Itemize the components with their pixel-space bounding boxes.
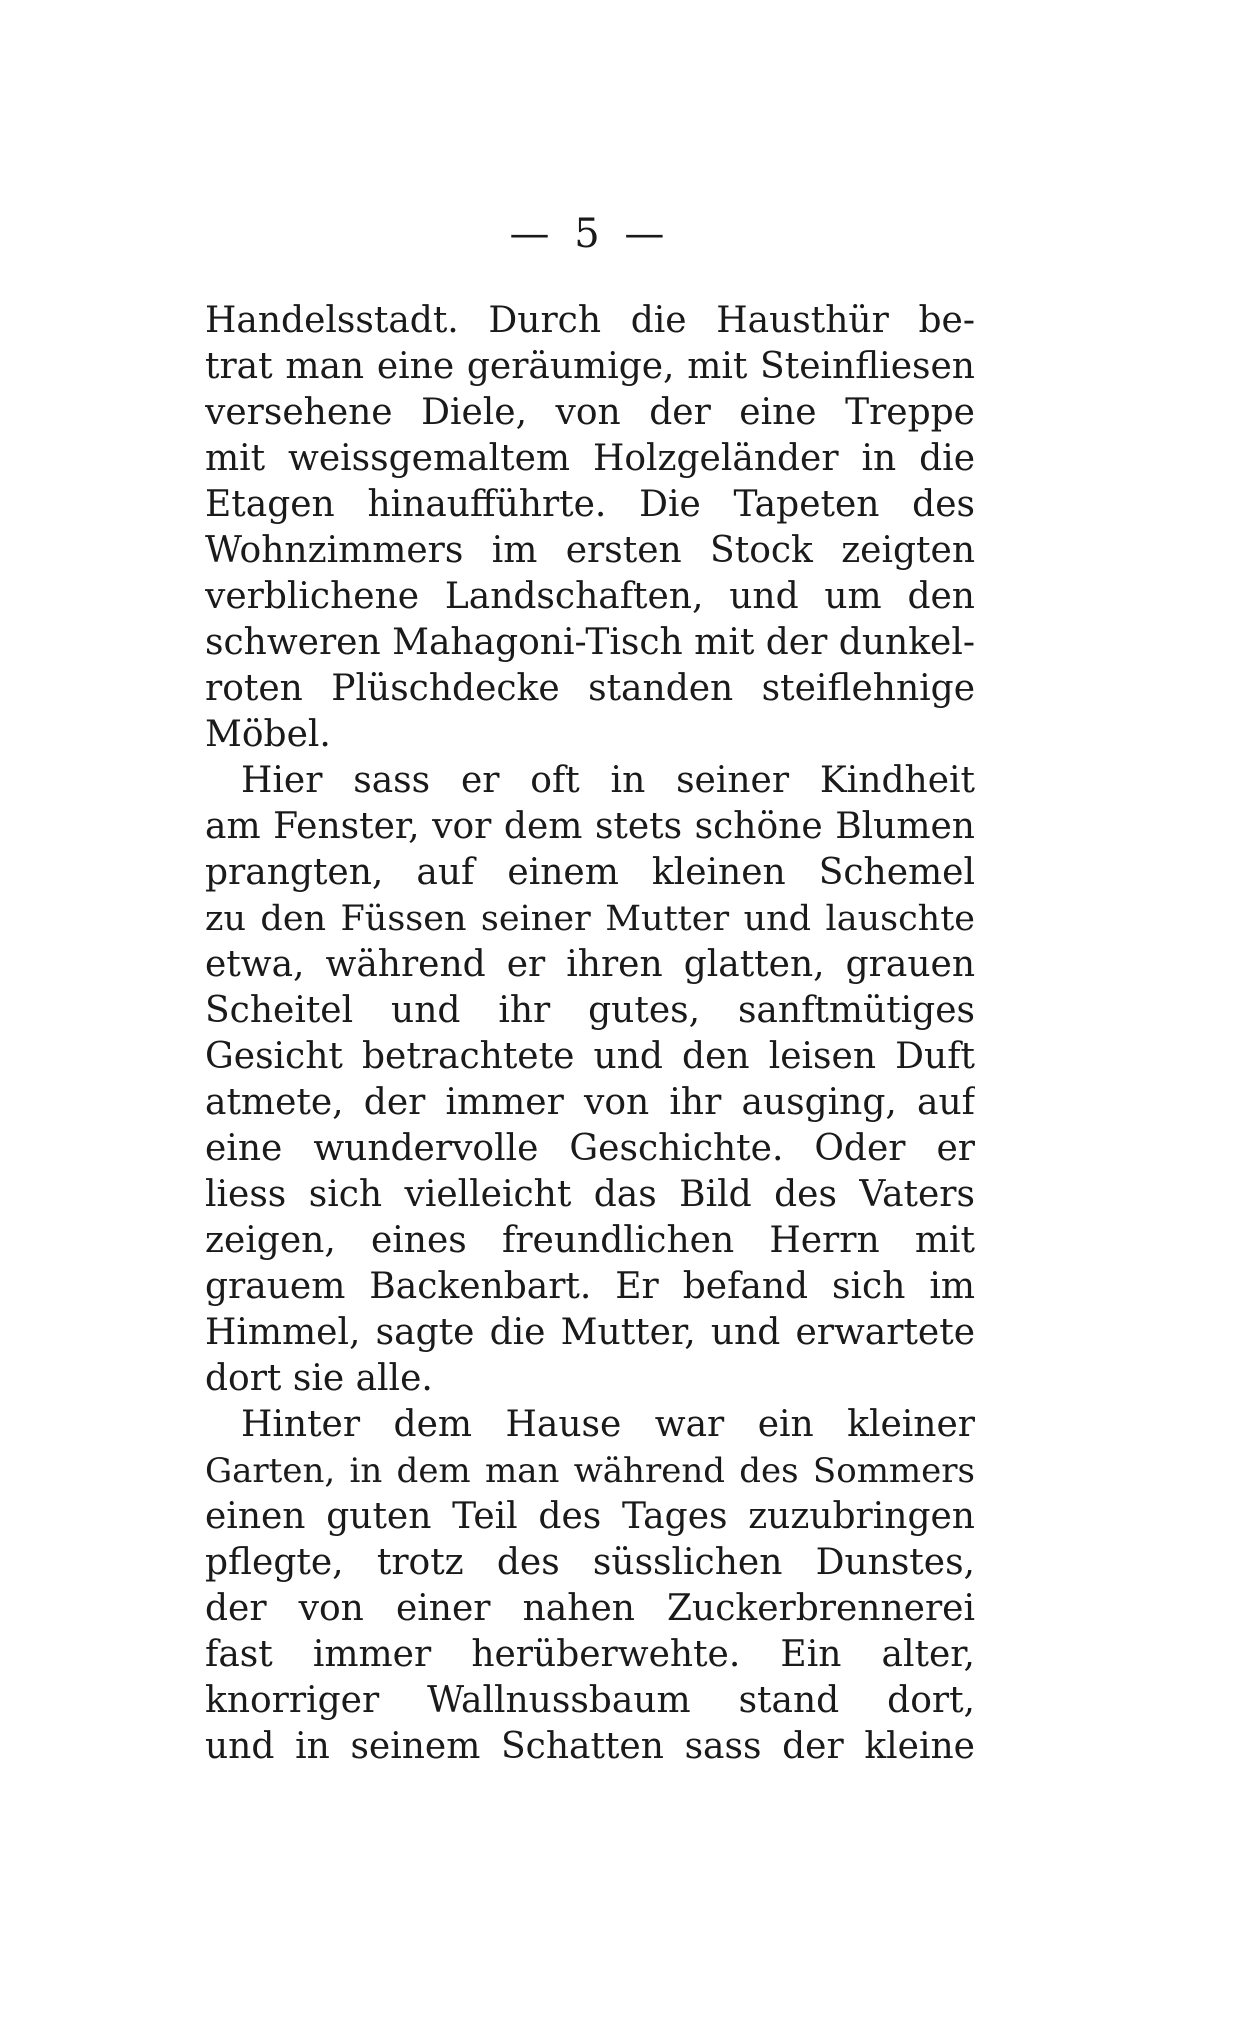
text-line: schweren Mahagoni-Tisch mit der dunkel-: [205, 622, 975, 663]
text-line: eine wundervolle Geschichte. Oder er: [205, 1128, 975, 1169]
text-line: etwa, während er ihren glatten, grauen: [205, 944, 975, 985]
text-line: Handelsstadt. Durch die Hausthür be-: [205, 300, 975, 341]
text-line: mit weissgemaltem Holzgeländer in die: [205, 438, 975, 479]
page-number: — 5 —: [509, 211, 671, 257]
text-line: fast immer herüberwehte. Ein alter,: [205, 1634, 975, 1675]
text-line: und in seinem Schatten sass der kleine: [205, 1726, 975, 1767]
text-line: trat man eine geräumige, mit Steinfliesen: [205, 346, 975, 387]
text-line: zeigen, eines freundlichen Herrn mit: [205, 1220, 975, 1261]
text-line: knorriger Wallnussbaum stand dort,: [205, 1680, 975, 1721]
text-line: grauem Backenbart. Er befand sich im: [205, 1266, 975, 1307]
body-text: [205, 298, 975, 1770]
text-line: am Fenster, vor dem stets schöne Blumen: [205, 806, 975, 847]
text-line: Etagen hinaufführte. Die Tapeten des: [205, 484, 975, 525]
text-line: Hier sass er oft in seiner Kindheit: [241, 760, 975, 801]
text-line: verblichene Landschaften, und um den: [205, 576, 975, 617]
text-line: Hinter dem Hause war ein kleiner: [241, 1404, 975, 1445]
text-line: atmete, der immer von ihr ausging, auf: [205, 1082, 975, 1123]
text-line: Möbel.: [205, 714, 331, 755]
text-line: der von einer nahen Zuckerbrennerei: [205, 1588, 975, 1629]
text-line: zu den Füssen seiner Mutter und lauschte: [205, 899, 975, 939]
text-line: pflegte, trotz des süsslichen Dunstes,: [205, 1542, 975, 1583]
text-line: prangten, auf einem kleinen Schemel: [205, 852, 975, 893]
text-line: roten Plüschdecke standen steiflehnige: [205, 668, 975, 709]
text-line: dort sie alle.: [205, 1358, 433, 1399]
text-line: liess sich vielleicht das Bild des Vaters: [205, 1174, 975, 1215]
text-line: Scheitel und ihr gutes, sanftmütiges: [205, 990, 975, 1031]
text-line: Gesicht betrachtete und den leisen Duft: [205, 1036, 975, 1077]
text-line: Garten, in dem man während des Sommers: [205, 1451, 975, 1491]
text-line: Himmel, sagte die Mutter, und erwartete: [205, 1312, 975, 1353]
text-line: Wohnzimmers im ersten Stock zeigten: [205, 530, 975, 571]
text-line: versehene Diele, von der eine Treppe: [205, 392, 975, 433]
text-line: einen guten Teil des Tages zuzubringen: [205, 1496, 975, 1537]
